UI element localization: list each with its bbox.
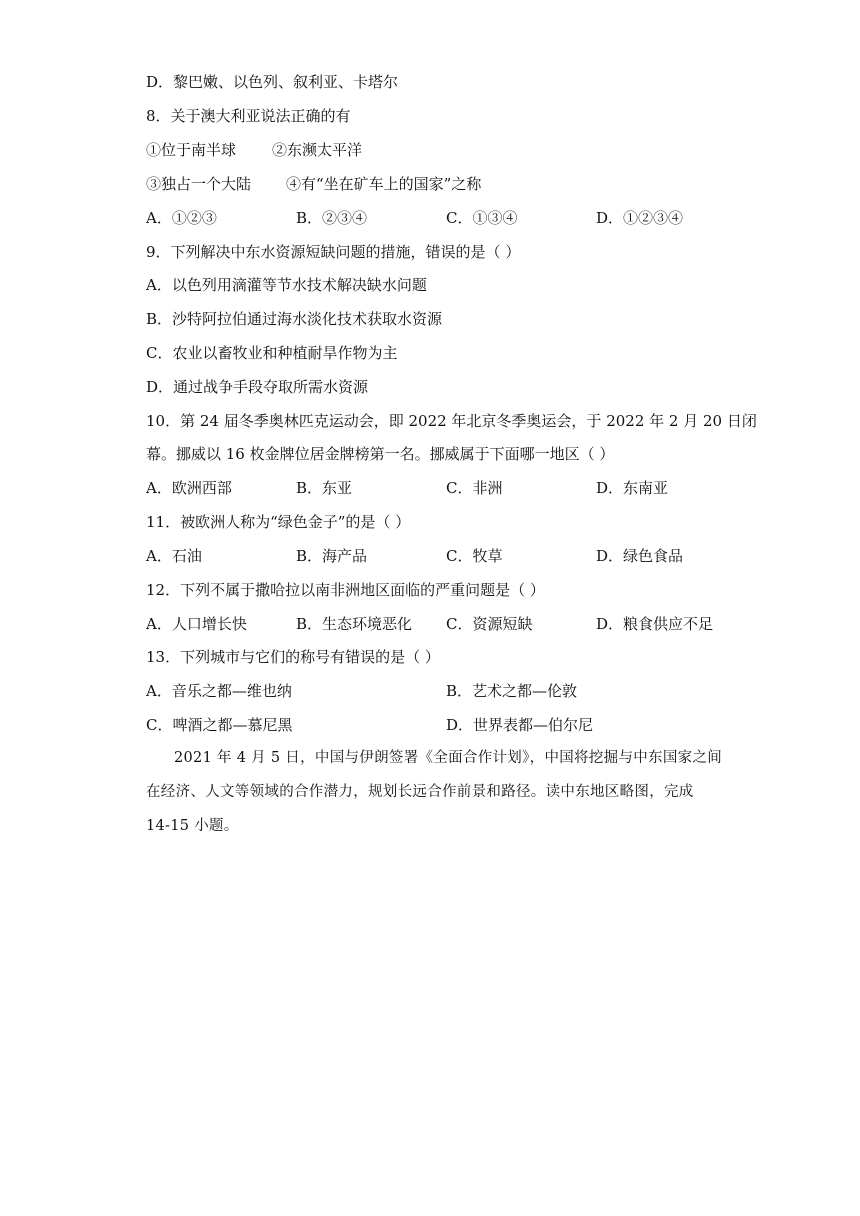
q8-stem: 8．关于澳大利亚说法正确的有 <box>146 107 351 125</box>
q9-stem: 9．下列解决中东水资源短缺问题的措施，错误的是（ ） <box>146 243 521 261</box>
q12-option-b: B．生态环境恶化 <box>296 615 413 633</box>
material-line-1: 2021 年 4 月 5 日，中国与伊朗签署《全面合作计划》，中国将挖掘与中东国家之间 <box>174 750 723 766</box>
q8-option-c: C．①③④ <box>446 209 518 227</box>
q12-option-d: D．粮食供应不足 <box>596 615 714 633</box>
q9-option-d: D．通过战争手段夺取所需水资源 <box>146 378 369 396</box>
q11-option-d: D．绿色食品 <box>596 547 684 565</box>
q13-option-a: A．音乐之都—维也纳 <box>146 682 292 700</box>
q10-option-a: A．欧洲西部 <box>146 479 232 497</box>
q10-option-b: B．东亚 <box>296 479 353 497</box>
q11-stem: 11．被欧洲人称为“绿色金子”的是（ ） <box>146 513 411 531</box>
material-paragraph <box>146 741 726 843</box>
q12-stem: 12．下列不属于撒哈拉以南非洲地区面临的严重问题是（ ） <box>146 581 545 599</box>
q11-option-b: B．海产品 <box>296 547 368 565</box>
material-line-3: 14-15 小题。 <box>146 818 239 834</box>
q9-option-c: C．农业以畜牧业和种植耐旱作物为主 <box>146 344 398 362</box>
q10-stem-line-1: 10．第 24 届冬季奥林匹克运动会，即 2022 年北京冬季奥运会，于 2022 年 2 月 20 日闭 <box>146 412 757 430</box>
q11-option-c: C．牧草 <box>446 547 503 565</box>
q12-option-c: C．资源短缺 <box>446 615 533 633</box>
q13-option-b: B．艺术之都—伦敦 <box>446 682 578 700</box>
q12-option-a: A．人口增长快 <box>146 615 247 633</box>
q11-option-a: A．石油 <box>146 547 202 565</box>
q10-option-d: D．东南亚 <box>596 479 669 497</box>
q8-statement-1: ①位于南半球 <box>146 141 237 159</box>
material-line-2: 在经济、人文等领域的合作潜力，规划长远合作前景和路径。读中东地区略图，完成 <box>146 784 694 800</box>
q8-statement-2: ②东濒太平洋 <box>272 141 363 159</box>
q7-option-d: D．黎巴嫩、以色列、叙利亚、卡塔尔 <box>146 73 399 91</box>
q9-option-a: A．以色列用滴灌等节水技术解决缺水问题 <box>146 276 427 294</box>
q8-statement-3: ③独占一个大陆 <box>146 175 252 193</box>
q13-option-d: D．世界表都—伯尔尼 <box>446 716 594 734</box>
q13-stem: 13．下列城市与它们的称号有错误的是（ ） <box>146 648 440 666</box>
q13-option-c: C．啤酒之都—慕尼黑 <box>146 716 293 734</box>
q10-stem-line-2: 幕。挪威以 16 枚金牌位居金牌榜第一名。挪威属于下面哪一地区（ ） <box>146 445 615 463</box>
q9-option-b: B．沙特阿拉伯通过海水淡化技术获取水资源 <box>146 310 443 328</box>
q8-option-b: B．②③④ <box>296 209 368 227</box>
q10-option-c: C．非洲 <box>446 479 503 497</box>
q8-option-a: A．①②③ <box>146 209 217 227</box>
q8-option-d: D．①②③④ <box>596 209 684 227</box>
q8-statement-4: ④有“坐在矿车上的国家”之称 <box>286 175 482 193</box>
